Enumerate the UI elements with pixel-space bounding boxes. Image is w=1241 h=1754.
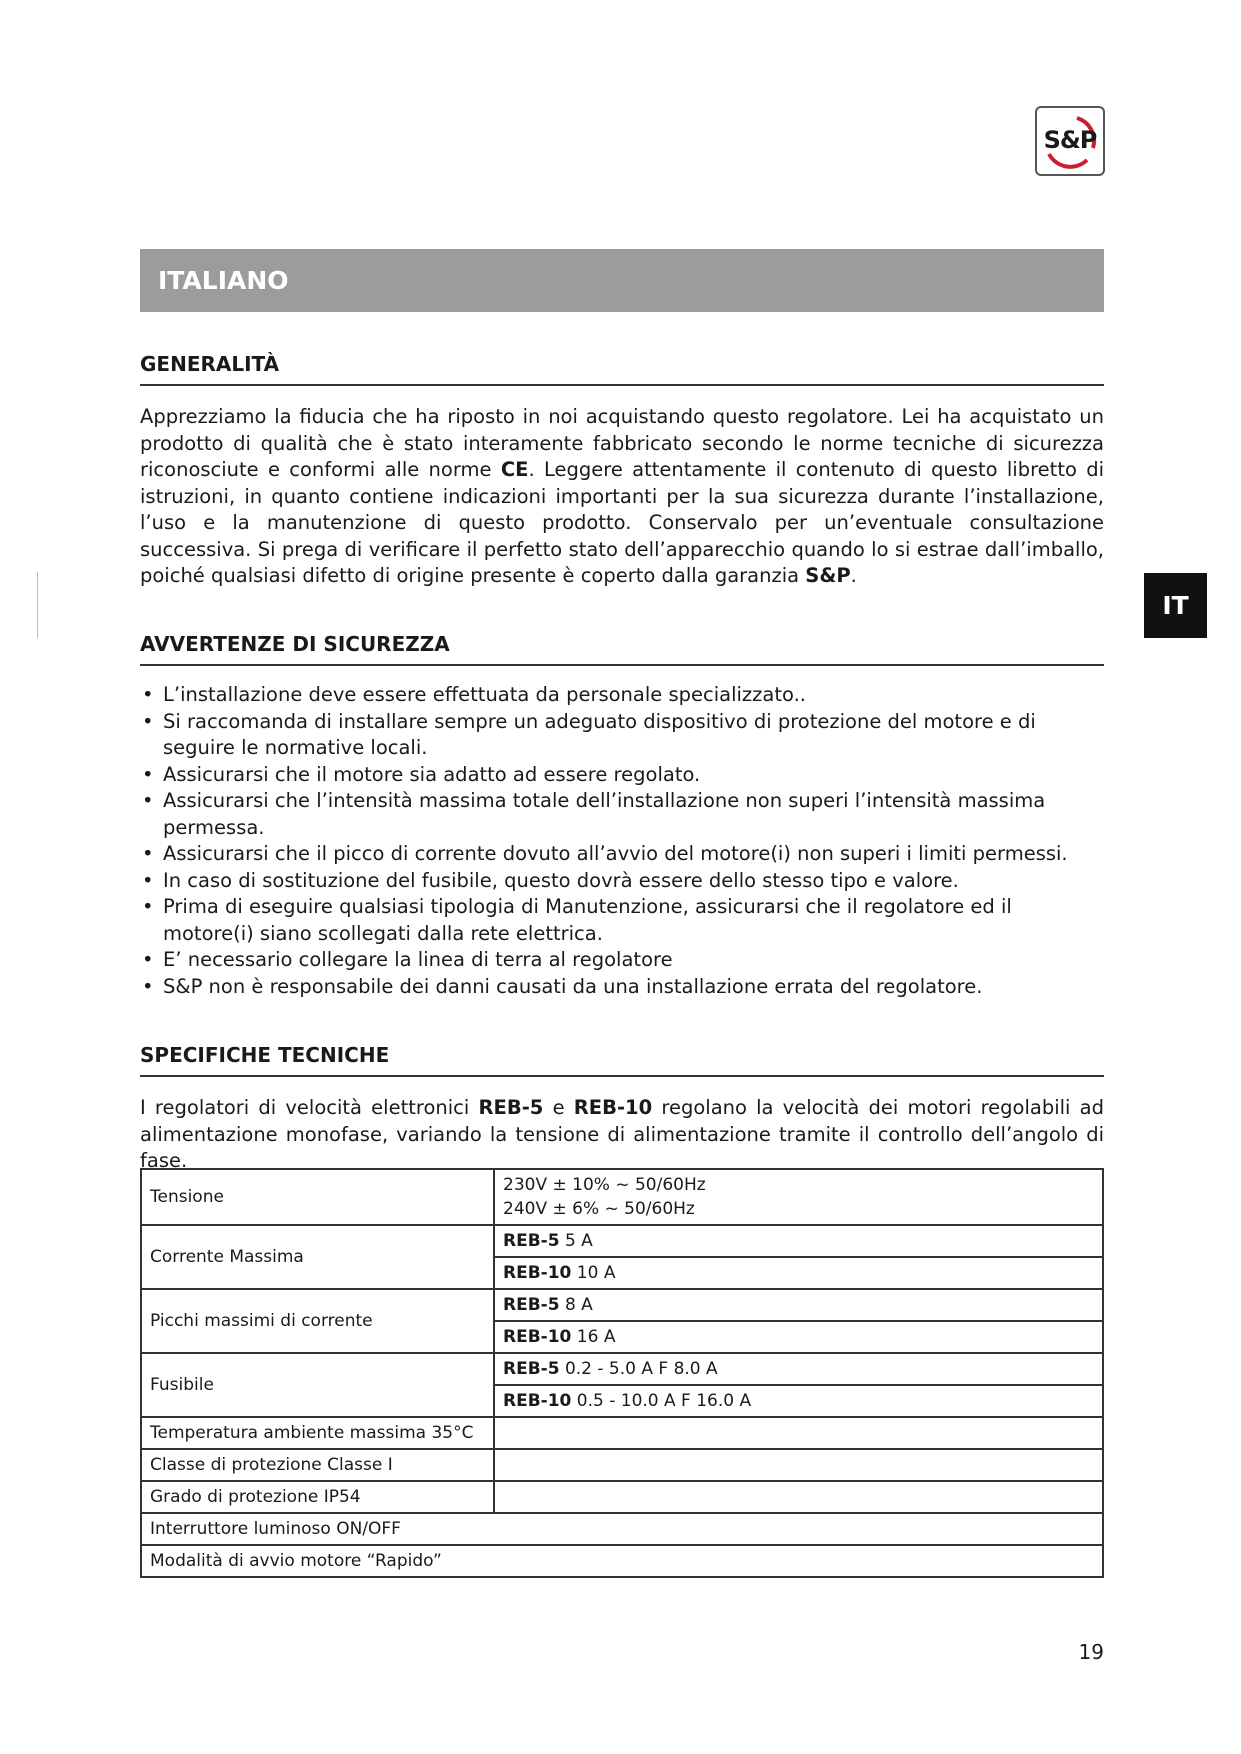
section-heading: AVVERTENZE DI SICUREZZA — [140, 632, 1104, 666]
section-heading: SPECIFICHE TECNICHE — [140, 1043, 1104, 1077]
table-row — [141, 1289, 1103, 1321]
section-specifiche — [140, 1043, 1104, 1175]
table-value: REB-10 16 A — [494, 1321, 1103, 1353]
section-generalita — [140, 352, 1104, 590]
list-item: • Assicurarsi che il picco di corrente dovuto all’avvio del motore(i) non superi i limiti permessi. — [140, 841, 1104, 868]
table-row — [141, 1545, 1103, 1577]
table-value: REB-5 0.2 - 5.0 A F 8.0 A — [494, 1353, 1103, 1385]
table-value: REB-10 0.5 - 10.0 A F 16.0 A — [494, 1385, 1103, 1417]
language-banner: ITALIANO — [140, 249, 1104, 312]
table-label: Interruttore luminoso ON/OFF — [141, 1513, 1103, 1545]
list-item: • Assicurarsi che l’intensità massima totale dell’installazione non superi l’intensità massima permessa. — [140, 788, 1104, 841]
table-label: Temperatura ambiente massima 35°C — [141, 1417, 494, 1449]
section-heading: GENERALITÀ — [140, 352, 1104, 386]
ce-mark: CE — [500, 458, 529, 481]
table-label: Modalità di avvio motore “Rapido” — [141, 1545, 1103, 1577]
table-value — [494, 1481, 1103, 1513]
brand-logo — [1035, 106, 1105, 176]
section-avvertenze — [140, 632, 1104, 1000]
table-label: Picchi massimi di corrente — [141, 1289, 494, 1353]
list-item: • S&P non è responsabile dei danni causati da una installazione errata del regolatore. — [140, 974, 1104, 1001]
brand-name: S&P — [805, 564, 851, 587]
table-value: 230V ± 10% ~ 50/60Hz 240V ± 6% ~ 50/60Hz — [494, 1169, 1103, 1225]
spec-paragraph: I regolatori di velocità elettronici REB-5 e REB-10 regolano la velocità dei motori regolabili ad alimentazione monofase, variando la tensione di alimentazione tramite il controllo dell’angolo di fase. — [140, 1096, 1104, 1172]
table-label: Grado di protezione IP54 — [141, 1481, 494, 1513]
table-label: Classe di protezione Classe I — [141, 1449, 494, 1481]
logo-text: S&P — [1043, 126, 1097, 154]
table-row — [141, 1353, 1103, 1385]
spec-table — [140, 1168, 1104, 1578]
list-item: • Prima di eseguire qualsiasi tipologia di Manutenzione, assicurarsi che il regolatore ed il motore(i) siano scollegati dalla rete elettrica. — [140, 894, 1104, 947]
table-row — [141, 1449, 1103, 1481]
table-row — [141, 1169, 1103, 1225]
list-item: • Assicurarsi che il motore sia adatto ad essere regolato. — [140, 762, 1104, 789]
table-row — [141, 1225, 1103, 1257]
list-item: • L’installazione deve essere effettuata da personale specializzato.. — [140, 682, 1104, 709]
table-value: REB-10 10 A — [494, 1257, 1103, 1289]
page-number: 19 — [1078, 1640, 1104, 1664]
table-value — [494, 1449, 1103, 1481]
intro-paragraph: Apprezziamo la fiducia che ha riposto in noi acquistando questo regolatore. Lei ha acquistato un prodotto di qualità che è stato interamente fabbricato secondo le norme tecniche di sicurezza riconosciute e conformi alle norme CE. Leggere attentamente il contenuto di questo libretto di istruzioni, in quanto contiene indicazioni importanti per la sua sicurezza durante l’installazione, l’uso e la manutenzione di questo prodotto. Conservalo per un’eventuale consultazione successiva. Si prega di verificare il perfetto stato dell’apparecchio quando lo si estrae dall’imballo, poiché qualsiasi difetto di origine presente è coperto dalla garanzia S&P. — [140, 405, 1104, 587]
list-item: • Si raccomanda di installare sempre un adeguato dispositivo di protezione del motore e di seguire le normative locali. — [140, 709, 1104, 762]
table-label: Tensione — [141, 1169, 494, 1225]
table-row — [141, 1417, 1103, 1449]
table-label: Fusibile — [141, 1353, 494, 1417]
margin-mark — [37, 572, 38, 638]
language-tab: IT — [1144, 573, 1207, 638]
table-row — [141, 1513, 1103, 1545]
table-row — [141, 1481, 1103, 1513]
list-item: • E’ necessario collegare la linea di terra al regolatore — [140, 947, 1104, 974]
table-value: REB-5 5 A — [494, 1225, 1103, 1257]
table-value — [494, 1417, 1103, 1449]
safety-list — [140, 682, 1104, 1000]
table-value: REB-5 8 A — [494, 1289, 1103, 1321]
table-label: Corrente Massima — [141, 1225, 494, 1289]
list-item: • In caso di sostituzione del fusibile, questo dovrà essere dello stesso tipo e valore. — [140, 868, 1104, 895]
